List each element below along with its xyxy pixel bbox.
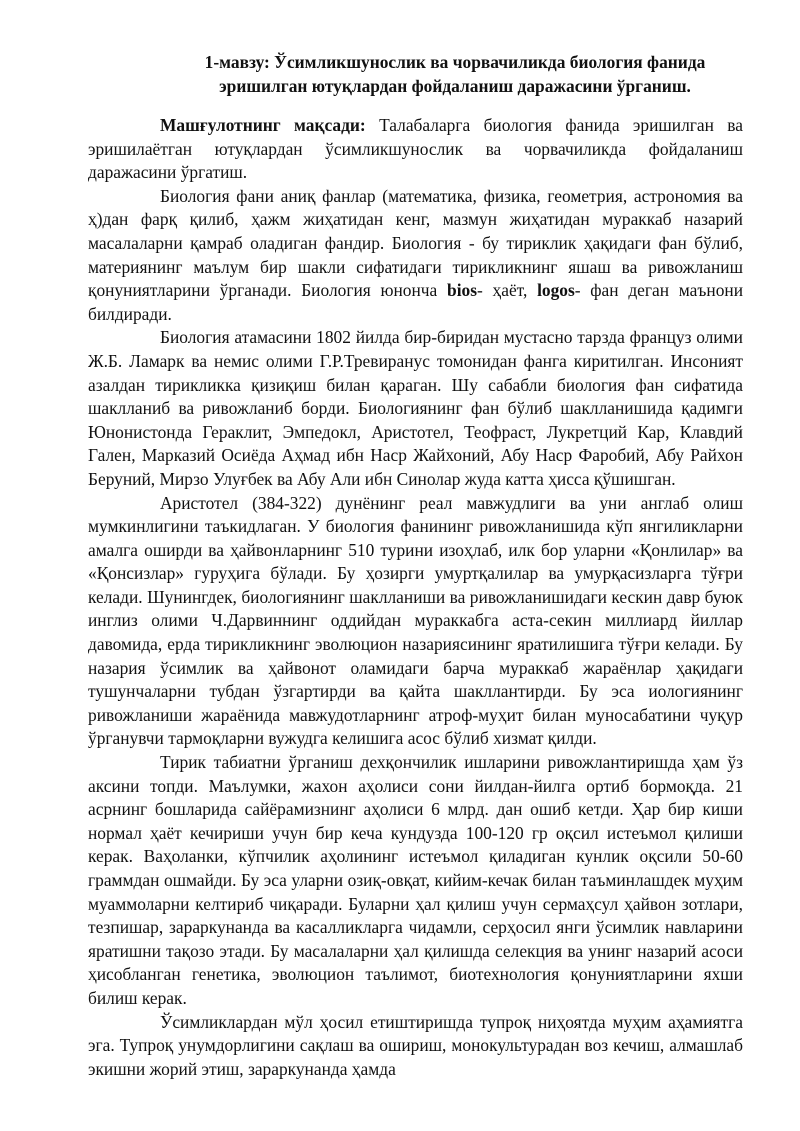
paragraph-text: - фан деган маънони билдиради. (88, 280, 744, 324)
goal-text: Талабаларга биология фанида эришилган ва эришилаётган ютуқлардан ўсимликшунослик ва чорвачиликда фойдаланиш даражасини ўргатиш. (88, 115, 743, 183)
title-line-2: эришилган ютуқлардан фойдаланиш даражасини ўрганиш. (219, 76, 691, 96)
term-logos: logos (537, 280, 575, 301)
paragraph-text: - ҳаёт, (477, 280, 538, 301)
paragraph-soil: Ўсимликлардан мўл ҳосил етиштиришда тупроқ ниҳоятда муҳим аҳамиятга эга. Тупроқ унумдорлигини сақлаш ва ошириш, монокультурадан воз кечиш, алмашлаб экишни жорий этиш, зараркунанда ҳамда (88, 1011, 743, 1079)
goal-paragraph (88, 114, 743, 185)
page-title (150, 50, 760, 98)
goal-label: Машғулотнинг мақсади: (160, 115, 366, 135)
title-line-1: 1-мавзу: Ўсимликшунослик ва чорвачиликда биология фанида (204, 52, 706, 72)
term-bios: bios (447, 280, 477, 301)
paragraph-history: Биология атамасини 1802 йилда бир-биридан мустасно тарзда француз олими Ж.Б. Ламарк ва немис олими Г.Р.Тревиранус томонидан фанга киритилган. Инсоният азалдан тирикликка қизиқиш билан қараган. Шу сабабли биология фан сифатида шаклланиб ва ривожланиб борди. Биологиянинг фан бўлиб шаклланишида қадимги Юнонистонда Гераклит, Эмпедокл, Аристотел, Теофраст, Лукретций Кар, Клавдий Гален, Марказий Осиёда Аҳмад ибн Наср Жайхоний, Абу Наср Фаробий, Абу Райхон Беруний, Мирзо Улуғбек ва Абу Али ибн Синолар жуда катта ҳисса қўшишган. (88, 327, 743, 489)
paragraph-biology-definition (88, 185, 743, 327)
paragraph-aristotle: Аристотел (384-322) дунёнинг реал мавжудлиги ва уни англаб олиш мумкинлигини таъкидлаган. У биология фанининг ривожланишида кўп янгиликларни амалга оширди ва ҳайвонларнинг 510 турини изоҳлаб, илк бор уларни «Қонлилар» ва «Қонсизлар» гуруҳига бўлади. Бу ҳозирги умуртқалилар ва умурқасизларга тўғри келади. Шунингдек, биологиянинг шаклланиши ва ривожланишидаги кескин давр буюк инглиз олими Ч.Дарвиннинг оддийдан мураккабга аста-секин миллиард йиллар давомида, ерда тирикликнинг эволюцион назариясининг яратилишига тўғри келади. Бу назария ўсимлик ва ҳайвонот оламидаги барча мураккаб жараёнлар ҳақидаги тушунчаларни тубдан ўзгартирди ва қайта шакллантирди. Бу эса иологиянинг ривожланиши жараёнида мавжудотларнинг атроф-муҳит билан муносабатини чуқур ўрганувчи тармоқларни вужудга келишига асос бўлиб хизмат қилди. (88, 492, 743, 749)
document-body (88, 114, 743, 1081)
paragraph-population: Тирик табиатни ўрганиш дехқончилик ишларини ривожлантиришда ҳам ўз аксини топди. Маълумки, жахон аҳолиси сони йилдан-йилга ортиб бормоқда. 21 асрнинг бошларида сайёрамизнинг аҳолиси 6 млрд. дан ошиб кетди. Ҳар бир киши нормал ҳаёт кечириши учун бир кеча кундузда 100-120 гр оқсил истеъмол қилиши керак. Ваҳоланки, кўпчилик аҳолининг истеъмол қиладиган кунлик оқсили 50-60 граммдан ошмайди. Бу эса уларни озиқ-овқат, кийим-кечак билан таъминлашдек муҳим муаммоларни келтириб чиқаради. Буларни ҳал қилиш учун сермаҳсул ҳайвон зотлари, тезпишар, зараркунанда ва касалликларга чидамли, серҳосил янги ўсимлик навларини яратишни тақозо этади. Бу масалаларни ҳал қилишда селекция ва унинг назарий асоси ҳисобланган генетика, эволюцион таълимот, биотехнология қонуниятларини яхши билиш керак. (88, 752, 743, 1008)
paragraph-text: Биология фани аниқ фанлар (математика, физика, геометрия, астрономия ва ҳ)дан фарқ қилиб, ҳажм жиҳатидан кенг, мазмун жиҳатидан мураккаб назарий масалаларни қамраб оладиган фандир. Биология - бу тириклик ҳақидаги фан бўлиб, материянинг маълум бир шакли сифатидаги тирикликнинг яшаш ва ривожланиш қонуниятларини ўрганади. Биология юнонча (88, 185, 743, 301)
